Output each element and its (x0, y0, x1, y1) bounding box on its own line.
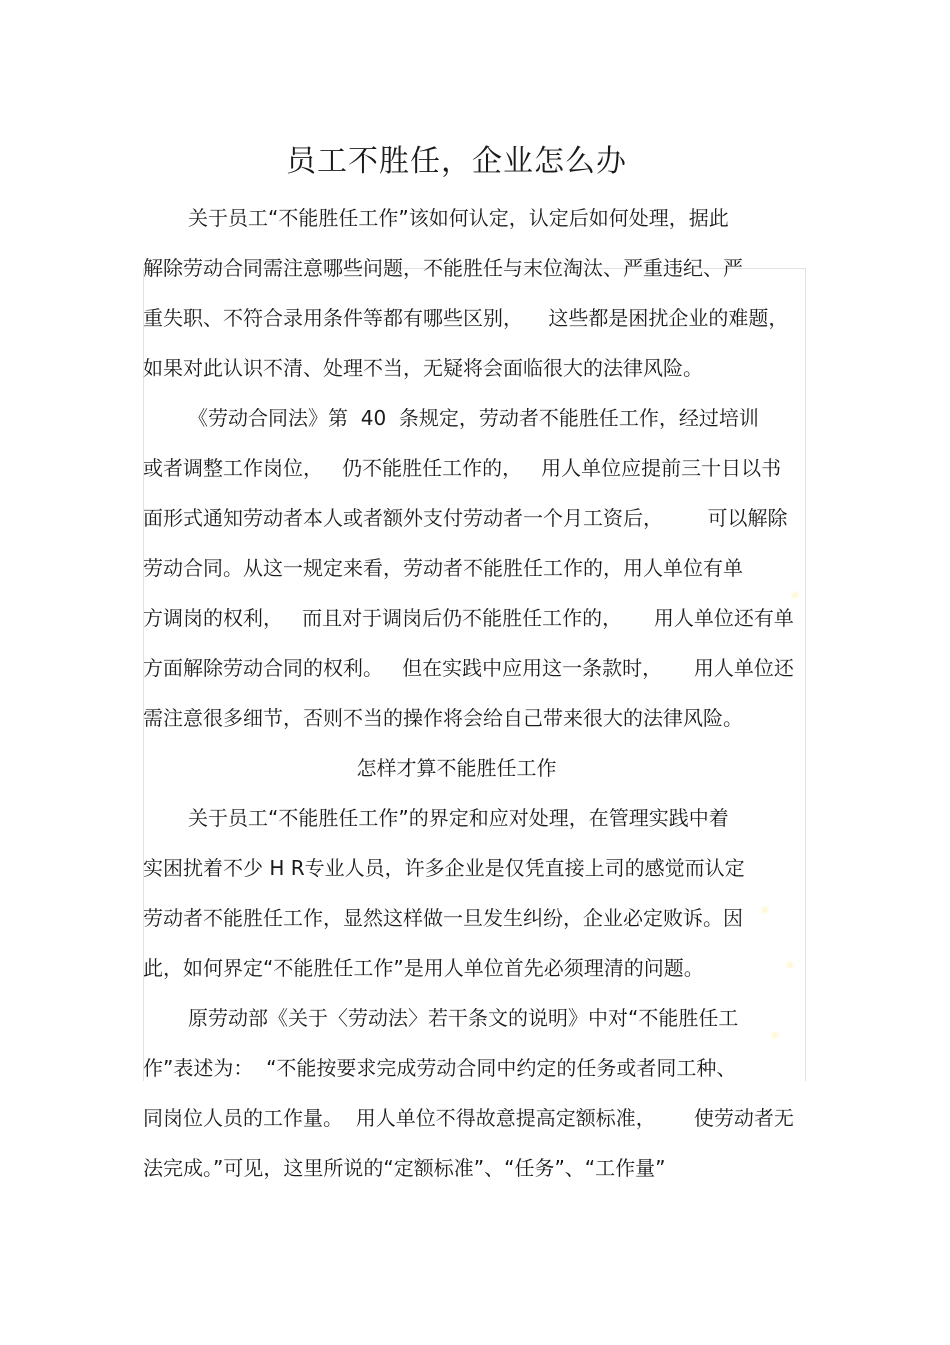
text-line: 实困扰着不少 H R专业人员，许多企业是仅凭直接上司的感觉而认定 (143, 856, 745, 880)
text-line: 关于员工“不能胜任工作”的界定和应对处理，在管理实践中着 (188, 806, 729, 830)
text-line: 需注意很多细节，否则不当的操作将会给自己带来很大的法律风险。 (143, 706, 743, 730)
text-line: 如果对此认识不清、处理不当，无疑将会面临很大的法律风险。 (143, 356, 703, 380)
text-line: 法完成。”可见，这里所说的“定额标准”、“任务”、“工作量” (143, 1156, 666, 1180)
text-line: 重失职、不符合录用条件等都有哪些区别， 这些都是困扰企业的难题， (143, 306, 789, 330)
text-line: 方面解除劳动合同的权利。 但在实践中应用这一条款时， 用人单位还 (143, 656, 794, 680)
text-line: 或者调整工作岗位， 仍不能胜任工作的， 用人单位应提前三十日以书 (143, 456, 782, 480)
text-line: 关于员工“不能胜任工作”该如何认定，认定后如何处理，据此 (188, 206, 729, 230)
document-title: 员工不胜任，企业怎么办 (286, 144, 627, 179)
text-line: 解除劳动合同需注意哪些问题，不能胜任与末位淘汰、严重违纪、严 (143, 256, 743, 280)
watermark-speck (770, 1030, 780, 1040)
watermark-speck (785, 960, 795, 970)
text-line: 此，如何界定“不能胜任工作”是用人单位首先必须理清的问题。 (143, 956, 704, 980)
watermark-speck (790, 590, 800, 600)
text-line: 方调岗的权利， 而且对于调岗后仍不能胜任工作的， 用人单位还有单 (143, 606, 794, 630)
text-line: 劳动合同。从这一规定来看，劳动者不能胜任工作的，用人单位有单 (143, 556, 743, 580)
text-line: 原劳动部《关于〈劳动法〉若干条文的说明》中对“不能胜任工 (188, 1006, 739, 1030)
text-line: 作”表述为： “不能按要求完成劳动合同中约定的任务或者同工种、 (143, 1056, 737, 1080)
text-line: 劳动者不能胜任工作，显然这样做一旦发生纠纷，企业必定败诉。因 (143, 906, 743, 930)
text-line: 同岗位人员的工作量。 用人单位不得故意提高定额标准， 使劳动者无 (143, 1106, 794, 1130)
text-line: 面形式通知劳动者本人或者额外支付劳动者一个月工资后， 可以解除 (143, 506, 788, 530)
section-heading: 怎样才算不能胜任工作 (356, 756, 557, 780)
text-line: 《劳动合同法》第 40 条规定，劳动者不能胜任工作，经过培训 (188, 406, 759, 430)
watermark-speck (760, 905, 770, 915)
